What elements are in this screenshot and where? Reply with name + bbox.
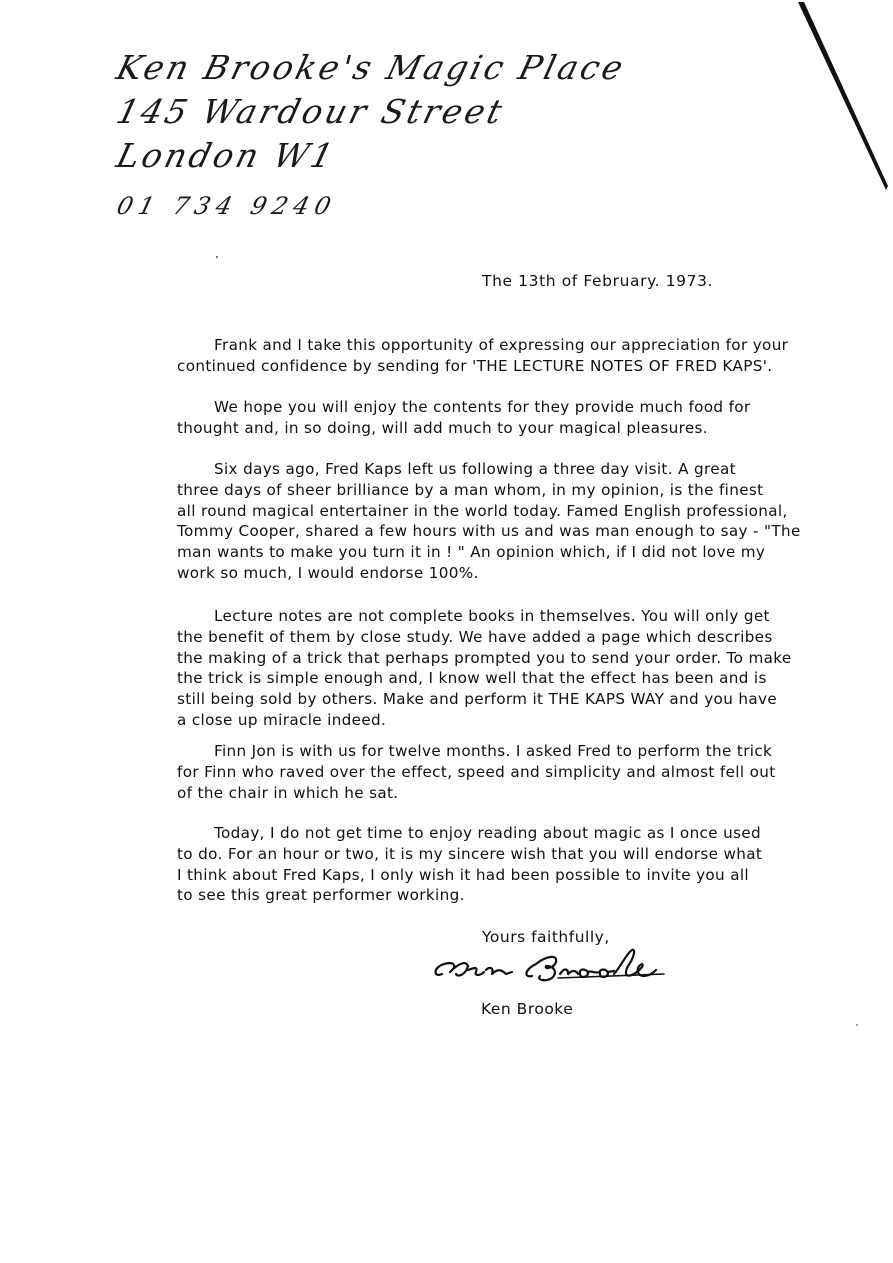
letter-date: The 13th of February. 1973.: [482, 272, 714, 290]
stray-mark: [216, 256, 218, 258]
paragraph-line: all round magical entertainer in the world today. Famed English professional,: [177, 501, 788, 520]
letterhead-business-name: Ken Brooke's Magic Place: [112, 48, 630, 87]
paragraph-line: the trick is simple enough and, I know well that the effect has been and is: [177, 669, 767, 688]
paragraph-line: to do. For an hour or two, it is my sincere wish that you will endorse what: [177, 844, 763, 863]
closing-salutation: Yours faithfully,: [482, 928, 610, 946]
paragraph-line: work so much, I would endorse 100%.: [177, 563, 479, 582]
paragraph-5: [177, 741, 817, 803]
paragraph-line: Today, I do not get time to enjoy reading about magic as I once used: [214, 824, 762, 842]
paragraph-line: continued confidence by sending for 'THE LECTURE NOTES OF FRED KAPS'.: [177, 356, 773, 375]
paragraph-2: [177, 397, 817, 439]
letterhead-street: 145 Wardour Street: [112, 92, 509, 131]
paragraph-line: Tommy Cooper, shared a few hours with us and was man enough to say - "The: [177, 522, 801, 541]
paragraph-line: I think about Fred Kaps, I only wish it had been possible to invite you all: [177, 865, 750, 884]
paragraph-line: man wants to make you turn it in ! " An opinion which, if I did not love my: [177, 543, 766, 562]
paragraph-line: We hope you will enjoy the contents for they provide much food for: [214, 398, 751, 416]
paragraph-line: a close up miracle indeed.: [177, 710, 387, 729]
stray-mark-right: [856, 1024, 858, 1026]
paragraph-line: to see this great performer working.: [177, 886, 465, 905]
paragraph-line: Frank and I take this opportunity of expressing our appreciation for your: [214, 336, 789, 354]
handwritten-signature: [428, 944, 668, 990]
paragraph-line: Lecture notes are not complete books in themselves. You will only get: [214, 607, 770, 625]
paragraph-3: [177, 459, 817, 584]
paragraph-line: the making of a trick that perhaps prompted you to send your order. To make: [177, 648, 792, 667]
letterhead: [112, 46, 630, 228]
paragraph-line: the benefit of them by close study. We have added a page which describes: [177, 627, 773, 646]
paragraph-line: of the chair in which he sat.: [177, 783, 399, 802]
paragraph-line: thought and, in so doing, will add much to your magical pleasures.: [177, 418, 708, 437]
signer-name: Ken Brooke: [481, 1000, 574, 1018]
paragraph-line: Finn Jon is with us for twelve months. I asked Fred to perform the trick: [214, 742, 773, 760]
paragraph-line: still being sold by others. Make and perform it THE KAPS WAY and you have: [177, 690, 778, 709]
paragraph-line: for Finn who raved over the effect, speed and simplicity and almost fell out: [177, 762, 776, 781]
paragraph-4: [177, 606, 817, 731]
corner-slash-mark: [790, 0, 890, 200]
paragraph-line: Six days ago, Fred Kaps left us following a three day visit. A great: [214, 460, 736, 478]
paragraph-line: three days of sheer brilliance by a man whom, in my opinion, is the finest: [177, 480, 764, 499]
paragraph-6: [177, 823, 817, 906]
letterhead-city: London W1: [112, 136, 341, 175]
letterhead-phone: 01 734 9240: [113, 192, 340, 220]
paragraph-1: [177, 335, 817, 377]
